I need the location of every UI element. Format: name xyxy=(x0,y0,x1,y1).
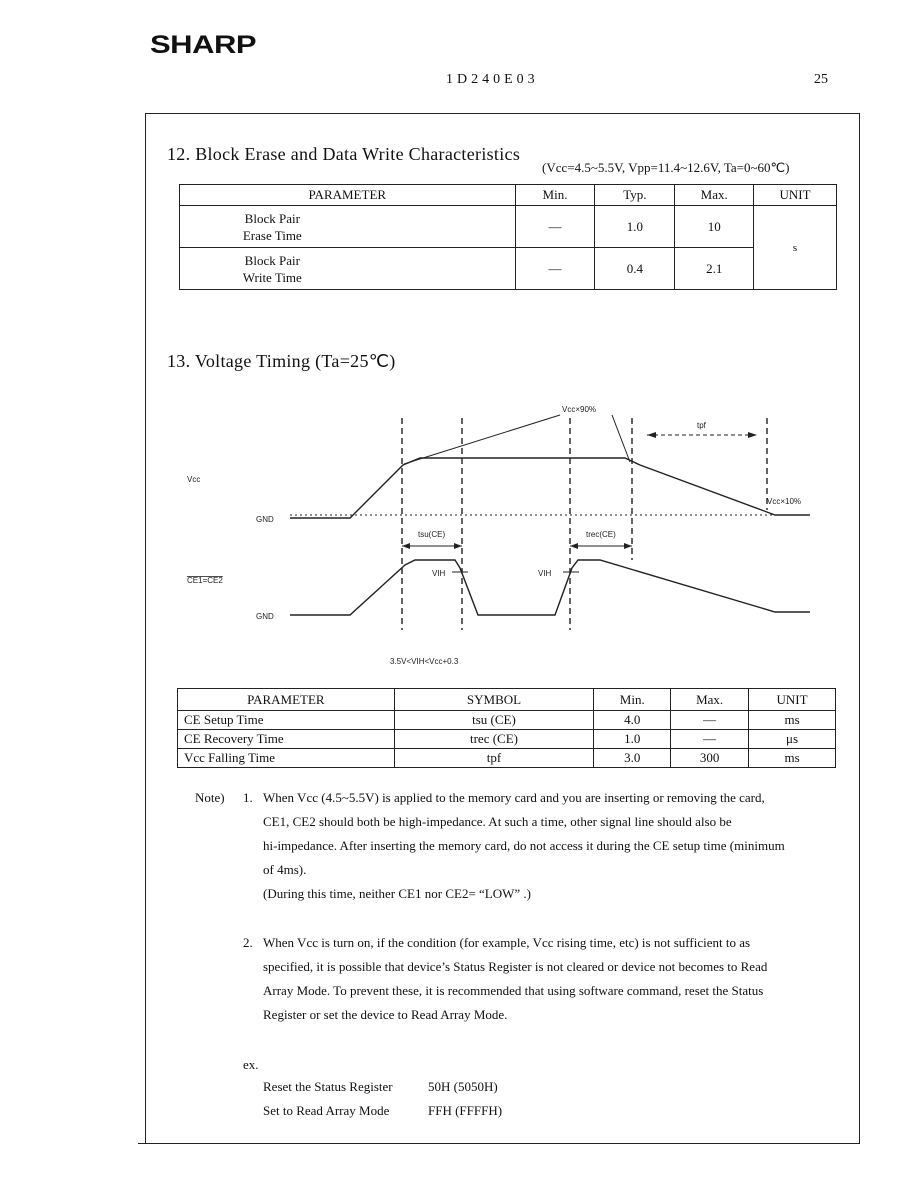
param-line: Write Time xyxy=(242,269,302,285)
example-action: Set to Read Array Mode xyxy=(263,1103,390,1118)
table-header-row xyxy=(178,689,836,711)
row-max: — xyxy=(671,730,749,749)
page-number: 25 xyxy=(814,72,828,87)
row-parameter: CE Setup Time xyxy=(178,711,395,730)
header-max: Max. xyxy=(675,185,754,206)
vcc-label: Vcc xyxy=(187,475,201,484)
vih-label: VIH xyxy=(432,569,446,578)
section-12-conditions: (Vcc=4.5~5.5V, Vpp=11.4~12.6V, Ta=0~60℃) xyxy=(542,160,790,175)
row-symbol: trec (CE) xyxy=(394,730,594,749)
ce-label: CE1=CE2 xyxy=(187,576,223,585)
note-1-number: 1. xyxy=(243,790,253,805)
row-max: — xyxy=(671,711,749,730)
example-label: ex. xyxy=(243,1057,259,1072)
table-row xyxy=(178,730,836,749)
row-max: 300 xyxy=(671,749,749,768)
gnd-label: GND xyxy=(256,612,274,621)
gnd-label: GND xyxy=(256,515,274,524)
note-line: hi-impedance. After inserting the memory card, do not access it during the CE setup time (minimum xyxy=(263,838,785,853)
example-code: FFH (FFFFH) xyxy=(428,1103,503,1118)
row-min: 4.0 xyxy=(594,711,671,730)
note-label: Note) xyxy=(195,790,225,805)
header-unit: UNIT xyxy=(754,185,837,206)
section-13-title: 13. Voltage Timing (Ta=25℃) xyxy=(167,351,396,371)
header-typ: Typ. xyxy=(595,185,675,206)
row-min: — xyxy=(515,206,595,248)
note-line: When Vcc is turn on, if the condition (for example, Vcc rising time, etc) is not sufficient to as xyxy=(263,935,751,950)
note-line: (During this time, neither CE1 nor CE2= “LOW” .) xyxy=(263,886,531,901)
document-number: 1D240E03 xyxy=(446,72,539,87)
row-min: 3.0 xyxy=(594,749,671,768)
vcc90-pointer xyxy=(612,415,630,462)
vcc10-label: Vcc×10% xyxy=(767,497,802,506)
header-parameter: PARAMETER xyxy=(178,689,395,711)
row-unit: ms xyxy=(749,711,836,730)
note-line: Register or set the device to Read Array Mode. xyxy=(263,1007,508,1022)
param-line: Erase Time xyxy=(242,227,302,243)
row-unit: s xyxy=(754,206,837,290)
voltage-timing-table xyxy=(177,688,836,768)
row-symbol: tpf xyxy=(394,749,594,768)
row-min: 1.0 xyxy=(594,730,671,749)
header-symbol: SYMBOL xyxy=(394,689,594,711)
param-line: Block Pair xyxy=(244,210,300,226)
row-min: — xyxy=(515,248,595,290)
row-symbol: tsu (CE) xyxy=(394,711,594,730)
sharp-logo: SHARP xyxy=(150,30,257,59)
note-line: specified, it is possible that device’s Status Register is not cleared or device not becomes to Read xyxy=(263,959,768,974)
vih-condition-footnote: 3.5V<VIH<Vcc+0.3 xyxy=(390,657,459,666)
table-row xyxy=(178,711,836,730)
table-row xyxy=(178,749,836,768)
vcc90-label: Vcc×90% xyxy=(562,405,597,414)
row-unit: ms xyxy=(749,749,836,768)
trec-label: trec(CE) xyxy=(586,530,616,539)
note-2-text xyxy=(263,931,843,1027)
row-typ: 1.0 xyxy=(595,206,675,248)
row-parameter: CE Recovery Time xyxy=(178,730,395,749)
note-line: CE1, CE2 should both be high-impedance. At such a time, other signal line should also be xyxy=(263,814,732,829)
example-action: Reset the Status Register xyxy=(263,1079,393,1094)
example-code: 50H (5050H) xyxy=(428,1079,498,1094)
tpf-label: tpf xyxy=(697,421,706,430)
header-parameter: PARAMETER xyxy=(180,185,516,206)
row-parameter: Vcc Falling Time xyxy=(178,749,395,768)
note-2-number: 2. xyxy=(243,935,253,950)
frame-bottom-rule xyxy=(138,1143,860,1144)
param-line: Block Pair xyxy=(244,252,300,268)
header-min: Min. xyxy=(594,689,671,711)
header-max: Max. xyxy=(671,689,749,711)
row-max: 10 xyxy=(675,206,754,248)
section-12-title: 12. Block Erase and Data Write Characteristics xyxy=(167,144,521,164)
header-min: Min. xyxy=(515,185,595,206)
row-unit: μs xyxy=(749,730,836,749)
row-typ: 0.4 xyxy=(595,248,675,290)
note-line: When Vcc (4.5~5.5V) is applied to the memory card and you are inserting or removing the card, xyxy=(263,790,765,805)
note-line: of 4ms). xyxy=(263,862,307,877)
note-line: Array Mode. To prevent these, it is recommended that using software command, reset the Status xyxy=(263,983,764,998)
vcc90-pointer xyxy=(404,415,560,464)
vcc-waveform xyxy=(290,458,810,518)
tsu-label: tsu(CE) xyxy=(418,530,446,539)
row-max: 2.1 xyxy=(675,248,754,290)
vih-label: VIH xyxy=(538,569,552,578)
header-unit: UNIT xyxy=(749,689,836,711)
note-1-text xyxy=(263,786,843,906)
